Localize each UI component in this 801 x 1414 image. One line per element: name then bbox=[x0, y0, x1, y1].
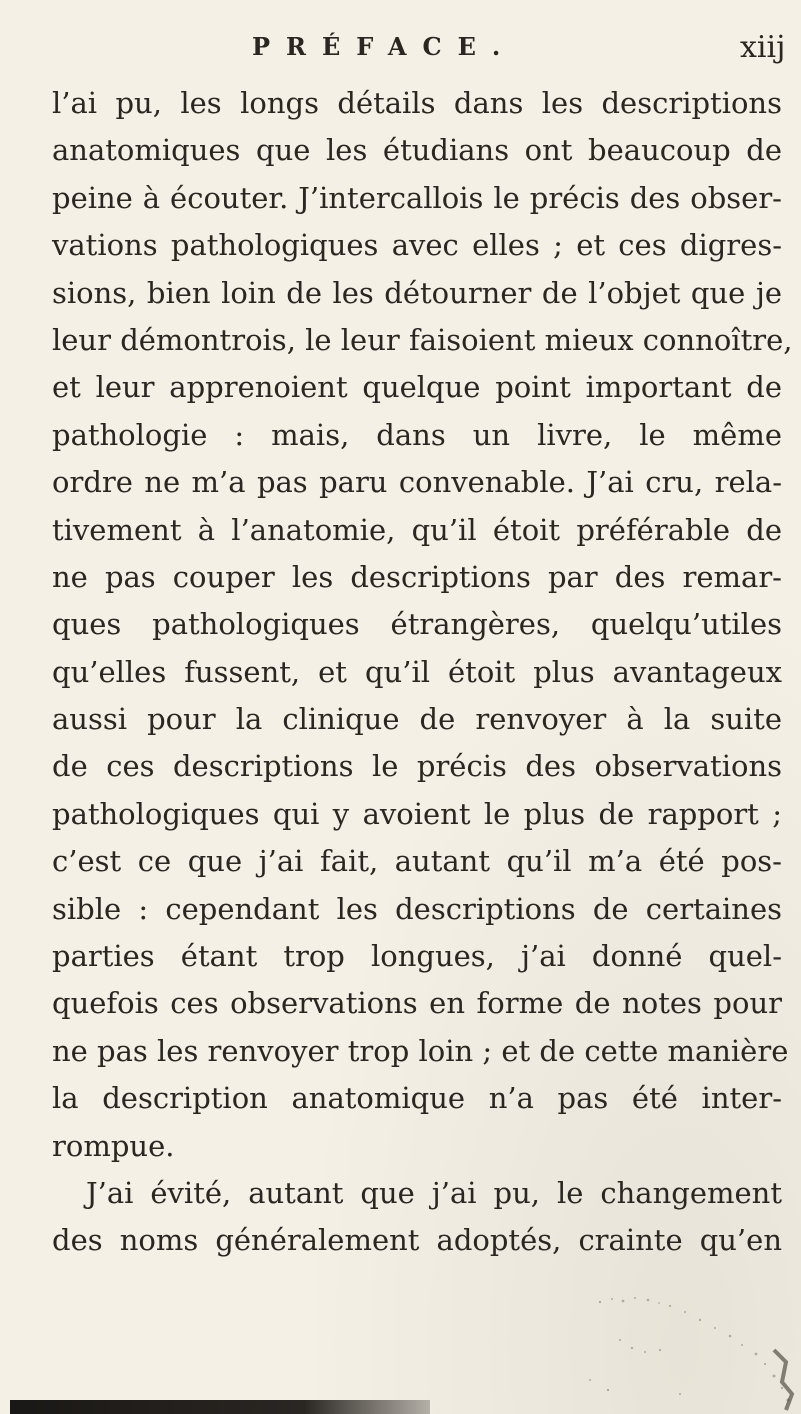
running-head bbox=[0, 30, 801, 70]
page-bottom-edge bbox=[0, 1388, 801, 1414]
text-line: ne pas les renvoyer trop loin ; et de cette manière bbox=[52, 1033, 789, 1068]
text-line: c’est ce que j’ai fait, autant qu’il m’a été pos- bbox=[52, 844, 782, 879]
paragraph bbox=[52, 80, 793, 1170]
text-line: ne pas couper les descriptions par des remar- bbox=[52, 559, 782, 594]
text-line: J’ai évité, autant que j’ai pu, le changement bbox=[86, 1175, 782, 1210]
text-line: quefois ces observations en forme de notes pour bbox=[52, 986, 782, 1021]
text-line: la description anatomique n’a pas été inter- bbox=[52, 1081, 782, 1116]
text-line: aussi pour la clinique de renvoyer à la suite bbox=[52, 702, 782, 737]
running-title: PRÉFACE. bbox=[252, 32, 517, 61]
text-line: sions, bien loin de les détourner de l’objet que je bbox=[52, 275, 782, 310]
text-line: peine à écouter. J’intercallois le précis des obser- bbox=[52, 180, 782, 215]
text-line: pathologiques qui y avoient le plus de rapport ; bbox=[52, 796, 782, 831]
text-line: tivement à l’anatomie, qu’il étoit préférable de bbox=[52, 512, 782, 547]
text-line: et leur apprenoient quelque point important de bbox=[52, 370, 782, 405]
text-line: ques pathologiques étrangères, quelqu’utiles bbox=[52, 607, 782, 642]
text-line: pathologie : mais, dans un livre, le même bbox=[52, 417, 782, 452]
text-line: de ces descriptions le précis des observations bbox=[52, 749, 782, 784]
text-line: parties étant trop longues, j’ai donné quel- bbox=[52, 939, 782, 974]
ink-bleed-mark bbox=[10, 1400, 430, 1414]
text-line: anatomiques que les étudians ont beaucoup de bbox=[52, 133, 782, 168]
body-text bbox=[52, 80, 793, 1265]
text-line: leur démontrois, le leur faisoient mieux connoître, bbox=[52, 322, 793, 357]
text-line: l’ai pu, les longs détails dans les descriptions bbox=[52, 86, 782, 120]
text-line: rompue. bbox=[52, 1128, 175, 1163]
text-line: ordre ne m’a pas paru convenable. J’ai cru, rela- bbox=[52, 465, 782, 500]
text-line: vations pathologiques avec elles ; et ces digres- bbox=[52, 228, 782, 263]
text-line: des noms généralement adoptés, crainte qu’en bbox=[52, 1223, 782, 1258]
paragraph bbox=[52, 1170, 782, 1265]
text-line: qu’elles fussent, et qu’il étoit plus avantageux bbox=[52, 654, 782, 689]
page-number: xiij bbox=[740, 30, 786, 65]
text-line: sible : cependant les descriptions de certaines bbox=[52, 891, 782, 926]
